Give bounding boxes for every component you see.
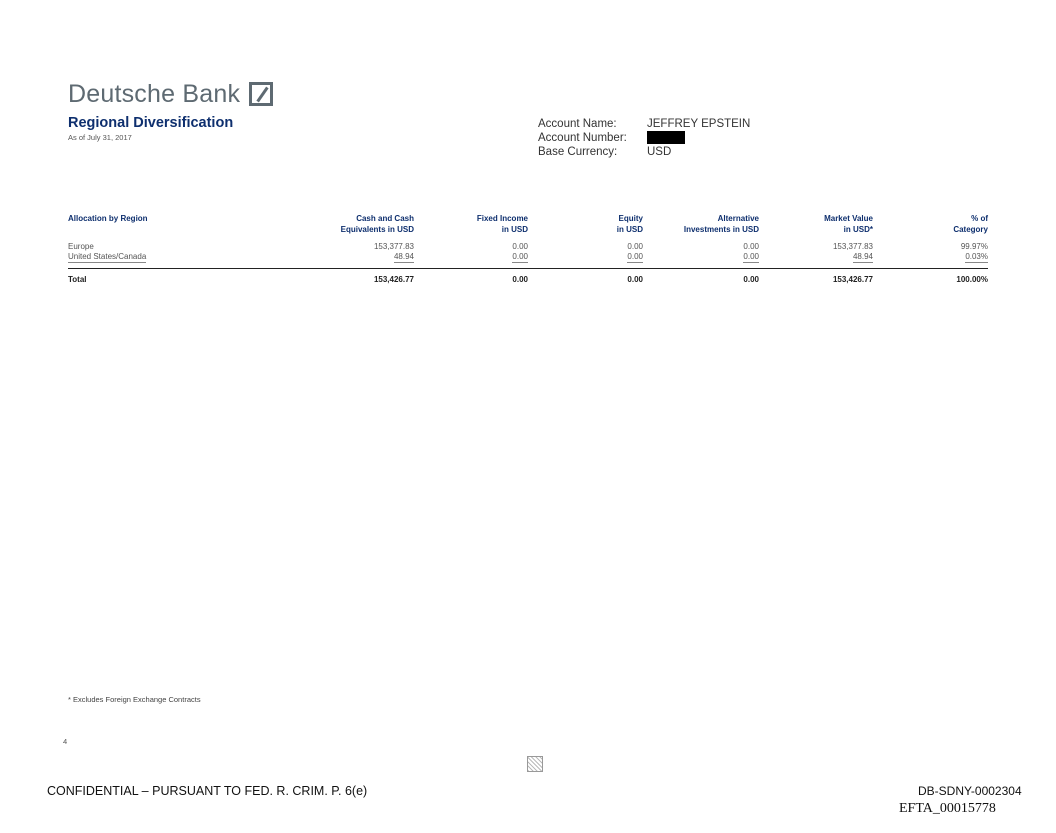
header-market-value: Market Value in USD* — [824, 214, 873, 234]
efta-number: EFTA_00015778 — [899, 801, 996, 816]
header-fixed-income: Fixed Income in USD — [476, 214, 528, 234]
bank-name: Deutsche Bank — [68, 80, 241, 108]
barcode-icon — [527, 756, 543, 772]
alternative-value: 0.00 — [743, 242, 759, 251]
region-name: United States/Canada — [68, 252, 147, 261]
total-label: Total — [68, 275, 87, 284]
page-number: 4 — [63, 737, 68, 746]
account-info — [538, 117, 750, 159]
account-number-label: Account Number: — [538, 132, 627, 144]
fixed-income-value: 0.00 — [512, 252, 528, 261]
total-market-value: 153,426.77 — [832, 275, 873, 284]
account-name-row — [538, 117, 750, 131]
bates-number: DB-SDNY-0002304 — [918, 784, 1022, 798]
equity-value: 0.00 — [627, 242, 643, 251]
footnote: * Excludes Foreign Exchange Contracts — [68, 695, 201, 704]
total-equity: 0.00 — [627, 275, 643, 284]
as-of-date: As of July 31, 2017 — [68, 133, 132, 142]
total-divider — [68, 268, 988, 269]
base-currency-label: Base Currency: — [538, 146, 618, 158]
account-number-row — [538, 131, 750, 145]
percent-category: 99.97% — [960, 242, 988, 251]
base-currency-row — [538, 145, 750, 159]
slash-logo-icon — [249, 82, 273, 106]
allocation-table — [68, 213, 988, 262]
bank-logo — [68, 80, 273, 108]
total-fixed-income: 0.00 — [512, 275, 528, 284]
percent-category: 0.03% — [965, 252, 988, 261]
header-region: Allocation by Region — [68, 214, 148, 223]
confidential-notice: CONFIDENTIAL – PURSUANT TO FED. R. CRIM. P. 6(e) — [47, 784, 368, 798]
region-name: Europe — [68, 242, 94, 251]
header-equity: Equity in USD — [616, 214, 643, 234]
header-alternative: Alternative Investments in USD — [683, 214, 759, 234]
market-value: 48.94 — [852, 252, 873, 261]
table-row — [68, 252, 988, 262]
account-name-label: Account Name: — [538, 118, 617, 130]
alternative-value: 0.00 — [743, 252, 759, 261]
total-percent: 100.00% — [956, 275, 988, 284]
fixed-income-value: 0.00 — [512, 242, 528, 251]
total-alternative: 0.00 — [743, 275, 759, 284]
total-cash: 153,426.77 — [373, 275, 414, 284]
cash-value: 48.94 — [393, 252, 414, 261]
table-row — [68, 242, 988, 252]
base-currency-value: USD — [647, 146, 672, 158]
redaction-box — [647, 131, 685, 144]
cash-value: 153,377.83 — [373, 242, 414, 251]
account-name-value: JEFFREY EPSTEIN — [647, 118, 751, 130]
table-header-row — [68, 213, 988, 239]
market-value: 153,377.83 — [832, 242, 873, 251]
header-percent-category: % of Category — [953, 214, 988, 234]
header-cash: Cash and Cash Equivalents in USD — [340, 214, 414, 234]
table-total-row — [68, 275, 988, 286]
equity-value: 0.00 — [627, 252, 643, 261]
document-title: Regional Diversification — [68, 115, 234, 131]
